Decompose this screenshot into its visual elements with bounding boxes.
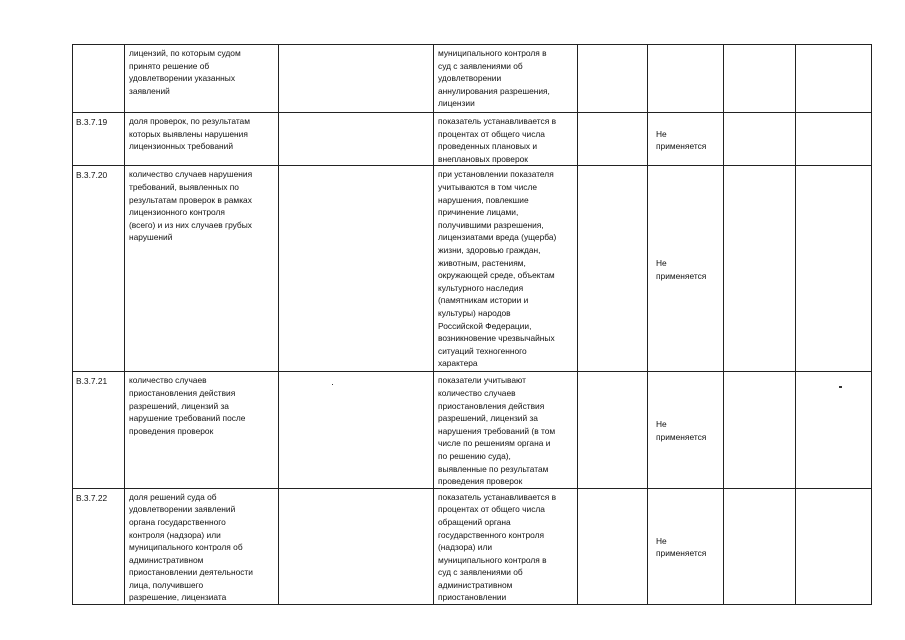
indicator-note-line: животным, растениям, <box>438 257 526 268</box>
indicator-note-line: административном <box>438 579 513 590</box>
empty-cell <box>724 113 796 166</box>
scan-speck <box>839 386 842 388</box>
indicator-name-line: лицензионных требований <box>129 141 234 152</box>
indicator-table <box>72 44 872 605</box>
indicator-note-line: аннулирования разрешения, <box>438 85 550 96</box>
empty-cell <box>796 372 872 488</box>
indicator-name-line: муниципального контроля об <box>129 542 243 553</box>
indicator-name-line: удовлетворении заявлений <box>129 504 236 515</box>
empty-cell <box>724 488 796 604</box>
indicator-name-line: контроля (надзора) или <box>129 529 221 540</box>
indicator-code-cell <box>73 113 125 166</box>
applicability-line: Не <box>656 535 667 546</box>
applicability-cell <box>648 166 724 372</box>
indicator-note-line: процентах от общего числа <box>438 504 545 515</box>
indicator-name-line: разрешений, лицензий за <box>129 400 229 411</box>
indicator-note-line: выявленные по результатам <box>438 463 549 474</box>
indicator-name-line: административном <box>129 554 204 565</box>
indicator-name-line: лицензионного контроля <box>129 207 225 218</box>
indicator-note-line: суд с заявлениями об <box>438 60 523 71</box>
indicator-code-cell <box>73 45 125 113</box>
indicator-name-line: доля проверок, по результатам <box>129 116 250 126</box>
scan-speck <box>332 384 333 385</box>
indicator-note-line: числе по решениям органа и <box>438 438 551 449</box>
indicator-code: В.3.7.20 <box>76 170 108 181</box>
indicator-name-line: нарушение требований после <box>129 413 246 424</box>
empty-cell <box>578 45 648 113</box>
indicator-note-line: получившими разрешения, <box>438 219 544 230</box>
indicator-note-line: (памятникам истории и <box>438 295 529 306</box>
indicator-note-line: показатели учитывают <box>438 375 526 386</box>
indicator-note-line: жизни, здоровью граждан, <box>438 244 541 255</box>
indicator-code: В.3.7.22 <box>76 492 108 503</box>
empty-cell <box>279 488 434 604</box>
indicator-name-line: принято решение об <box>129 60 210 71</box>
empty-cell <box>279 372 434 488</box>
indicator-note-line: нарушения, повлекшие <box>438 194 529 205</box>
indicator-code-cell <box>73 488 125 604</box>
applicability-line: Не <box>656 128 667 139</box>
indicator-note-line: культуры) народов <box>438 307 511 318</box>
indicator-note-line: лицензии <box>438 98 475 109</box>
applicability-cell <box>648 45 724 113</box>
indicator-name-line: удовлетворении указанных <box>129 73 236 84</box>
applicability-line: применяется <box>656 141 707 152</box>
empty-cell <box>724 166 796 372</box>
indicator-name-cell <box>125 372 279 488</box>
table-row <box>73 113 872 166</box>
indicator-name-cell <box>125 113 279 166</box>
indicator-note-cell <box>434 166 578 372</box>
indicator-note-line: при установлении показателя <box>438 169 554 180</box>
indicator-note-line: разрешений, лицензий за <box>438 413 538 424</box>
indicator-note-cell <box>434 45 578 113</box>
applicability-line: применяется <box>656 548 707 559</box>
indicator-name-line: доля решений суда об <box>129 491 217 502</box>
indicator-note-line: возникновение чрезвычайных <box>438 333 555 344</box>
indicator-note-cell <box>434 372 578 488</box>
indicator-name-line: приостановления действия <box>129 387 236 398</box>
indicator-name-cell <box>125 166 279 372</box>
indicator-name-line: требований, выявленных по <box>129 181 239 192</box>
empty-cell <box>724 45 796 113</box>
empty-cell <box>578 372 648 488</box>
table-row <box>73 488 872 604</box>
indicator-note-line: проведения проверок <box>438 476 523 487</box>
empty-cell <box>279 45 434 113</box>
empty-cell <box>578 166 648 372</box>
indicator-code-cell <box>73 166 125 372</box>
applicability-cell <box>648 113 724 166</box>
indicator-note-line: государственного контроля <box>438 529 545 540</box>
indicator-name-line: лица, получившего <box>129 579 204 590</box>
empty-cell <box>796 488 872 604</box>
empty-cell <box>279 166 434 372</box>
indicator-name-cell <box>125 488 279 604</box>
empty-cell <box>724 372 796 488</box>
indicator-code-cell <box>73 372 125 488</box>
indicator-name-line: (всего) и из них случаев грубых <box>129 219 252 230</box>
indicator-note-line: муниципального контроля в <box>438 554 547 565</box>
indicator-name-line: которых выявлены нарушения <box>129 128 248 139</box>
applicability-line: применяется <box>656 432 707 443</box>
empty-cell <box>578 113 648 166</box>
indicator-note-line: показатель устанавливается в <box>438 491 557 502</box>
empty-cell <box>796 113 872 166</box>
indicator-name-cell <box>125 45 279 113</box>
applicability-line: Не <box>656 419 667 430</box>
indicator-note-cell <box>434 488 578 604</box>
indicator-note-line: причинение лицами, <box>438 207 519 218</box>
indicator-note-cell <box>434 113 578 166</box>
indicator-note-line: удовлетворении <box>438 73 502 84</box>
indicator-note-line: процентах от общего числа <box>438 128 545 139</box>
indicator-note-line: внеплановых проверок <box>438 153 528 164</box>
indicator-note-line: по решению суда), <box>438 450 511 461</box>
indicator-note-line: нарушения требований (в том <box>438 425 556 436</box>
indicator-name-line: количество случаев нарушения <box>129 169 253 180</box>
indicator-note-line: обращений органа <box>438 516 511 527</box>
indicator-name-line: приостановлении деятельности <box>129 567 253 578</box>
empty-cell <box>279 113 434 166</box>
table-body <box>73 45 872 605</box>
table-row <box>73 166 872 372</box>
indicator-name-line: результатам проверок в рамках <box>129 194 252 205</box>
indicator-note-line: проведенных плановых и <box>438 141 538 152</box>
indicator-name-line: количество случаев <box>129 375 207 386</box>
table-row <box>73 45 872 113</box>
indicator-name-line: органа государственного <box>129 516 226 527</box>
indicator-name-line: разрешение, лицензиата <box>129 592 227 603</box>
empty-cell <box>796 166 872 372</box>
empty-cell <box>578 488 648 604</box>
indicator-note-line: культурного наследия <box>438 282 524 293</box>
indicator-name-line: проведения проверок <box>129 425 214 436</box>
table-row <box>73 372 872 488</box>
indicator-note-line: суд с заявлениями об <box>438 567 523 578</box>
indicator-note-line: показатель устанавливается в <box>438 116 557 126</box>
indicator-note-line: Российской Федерации, <box>438 320 532 331</box>
indicator-note-line: характера <box>438 358 478 369</box>
indicator-code: В.3.7.19 <box>76 117 108 127</box>
indicator-name-line: заявлений <box>129 85 170 96</box>
indicator-code: В.3.7.21 <box>76 376 108 387</box>
indicator-note-line: муниципального контроля в <box>438 48 547 58</box>
indicator-name-line: лицензий, по которым судом <box>129 48 241 58</box>
indicator-note-line: приостановлении <box>438 592 507 603</box>
indicator-note-line: приостановления действия <box>438 400 545 411</box>
applicability-line: применяется <box>656 270 707 281</box>
indicator-note-line: учитываются в том числе <box>438 181 538 192</box>
indicator-note-line: лицензиатами вреда (ущерба) <box>438 232 557 243</box>
indicator-name-line: нарушений <box>129 232 173 243</box>
applicability-cell <box>648 488 724 604</box>
applicability-line: Не <box>656 258 667 269</box>
indicator-note-line: ситуаций техногенного <box>438 345 527 356</box>
indicator-note-line: (надзора) или <box>438 542 493 553</box>
empty-cell <box>796 45 872 113</box>
applicability-cell <box>648 372 724 488</box>
indicator-note-line: окружающей среде, объектам <box>438 270 555 281</box>
indicator-note-line: количество случаев <box>438 387 516 398</box>
